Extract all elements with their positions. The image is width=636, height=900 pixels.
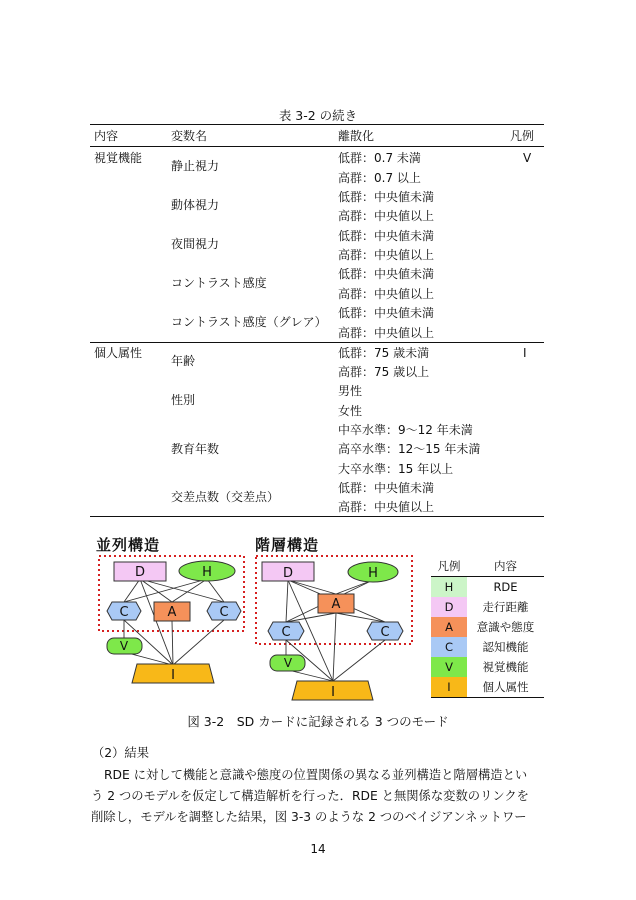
node-label: A xyxy=(167,605,177,620)
parallel-structure-title: 並列構造 xyxy=(96,536,161,554)
paragraph-line: 削除し，モデルを調整した結果，図 3-3 のような 2 つのベイジアンネットワー xyxy=(91,810,527,824)
legend-header-label: 内容 xyxy=(467,556,544,577)
hierarchical-structure-title: 階層構造 xyxy=(255,536,320,554)
level-value: 高群：中央値以上 xyxy=(338,500,435,514)
level-value: 高群：中央値以上 xyxy=(338,209,435,223)
legend-row xyxy=(431,617,544,637)
level-value: 高群：中央値以上 xyxy=(338,248,435,262)
level-value: 高群：75 歳以上 xyxy=(338,365,430,379)
table-title: 表 3-2 の続き xyxy=(278,108,358,123)
variable-name: 年齢 xyxy=(171,354,196,368)
variable-name: 交差点数（交差点） xyxy=(171,490,280,504)
legend-code: A xyxy=(431,617,467,637)
figure-caption: 図 3-2 SD カードに記録される 3 つのモード xyxy=(187,714,449,729)
node-label: A xyxy=(331,597,341,612)
level-value: 大卒水準：15 年以上 xyxy=(338,462,454,476)
node-label: V xyxy=(283,656,293,670)
legend-header-row xyxy=(431,556,544,577)
level-value: 高群：中央値以上 xyxy=(338,326,435,340)
group-legend: V xyxy=(523,151,532,165)
group-legend: I xyxy=(523,346,527,360)
header-content: 内容 xyxy=(94,129,119,143)
node-label: C xyxy=(380,625,390,640)
level-value: 低群：中央値未満 xyxy=(338,306,435,320)
level-value: 女性 xyxy=(338,404,363,418)
level-value: 中卒水準：9～12 年未満 xyxy=(338,423,473,437)
legend-row xyxy=(431,657,544,677)
level-value: 低群：中央値未満 xyxy=(338,267,435,281)
level-value: 低群：75 歳未満 xyxy=(338,346,430,360)
group-content: 個人属性 xyxy=(94,346,143,360)
node-label: H xyxy=(368,566,378,581)
level-value: 低群：中央値未満 xyxy=(338,481,435,495)
section-heading: （2）結果 xyxy=(92,746,150,760)
legend-label: RDE xyxy=(493,580,518,594)
variable-name: 夜間視力 xyxy=(171,237,220,251)
variable-name: コントラスト感度 xyxy=(171,276,267,290)
node-label: C xyxy=(219,605,229,620)
level-value: 男性 xyxy=(338,384,363,398)
group-content: 視覚機能 xyxy=(94,151,143,165)
variable-name: 静止視力 xyxy=(171,159,220,173)
legend-row xyxy=(431,637,544,657)
node-label: D xyxy=(134,565,146,580)
node-label: C xyxy=(281,625,291,640)
legend-table xyxy=(431,556,544,698)
header-variable: 変数名 xyxy=(171,129,208,143)
header-discretization: 離散化 xyxy=(338,129,375,143)
variable-name: 性別 xyxy=(171,393,196,407)
legend-code: H xyxy=(431,577,467,598)
legend-code: I xyxy=(431,677,467,698)
level-value: 低群：中央値未満 xyxy=(338,190,435,204)
paragraph-line: RDE に対して機能と意識や態度の位置関係の異なる並列構造と階層構造とい xyxy=(104,768,528,782)
legend-code: V xyxy=(431,657,467,677)
legend-label: 認知機能 xyxy=(482,640,529,654)
level-value: 高群：中央値以上 xyxy=(338,287,435,301)
node-label: D xyxy=(282,566,294,581)
page-number: 14 xyxy=(310,842,326,856)
legend-label: 視覚機能 xyxy=(482,660,529,674)
variable-name: 教育年数 xyxy=(171,442,220,456)
node-label: V xyxy=(119,639,129,653)
level-value: 低群：中央値未満 xyxy=(338,229,435,243)
node-label: I xyxy=(331,685,335,700)
level-value: 高卒水準：12～15 年未満 xyxy=(338,442,481,456)
node-label: I xyxy=(171,668,175,683)
node-label: H xyxy=(202,565,212,580)
level-value: 高群：0.7 以上 xyxy=(338,171,421,185)
legend-label: 意識や態度 xyxy=(476,620,535,634)
header-legend: 凡例 xyxy=(510,129,535,143)
legend-header-code: 凡例 xyxy=(431,556,467,577)
legend-label: 個人属性 xyxy=(467,677,544,698)
variable-name: コントラスト感度（グレア） xyxy=(171,315,327,329)
legend-row xyxy=(431,577,544,598)
legend-row xyxy=(431,677,544,698)
level-value: 低群：0.7 未満 xyxy=(338,151,421,165)
legend-label: 走行距離 xyxy=(482,600,529,614)
node-label: C xyxy=(119,605,129,620)
legend-code: C xyxy=(431,637,467,657)
legend-code: D xyxy=(431,597,467,617)
paragraph-line: う 2 つのモデルを仮定して構造解析を行った．RDE と無関係な変数のリンクを xyxy=(91,789,529,803)
legend-row xyxy=(431,597,544,617)
variable-name: 動体視力 xyxy=(171,198,220,212)
